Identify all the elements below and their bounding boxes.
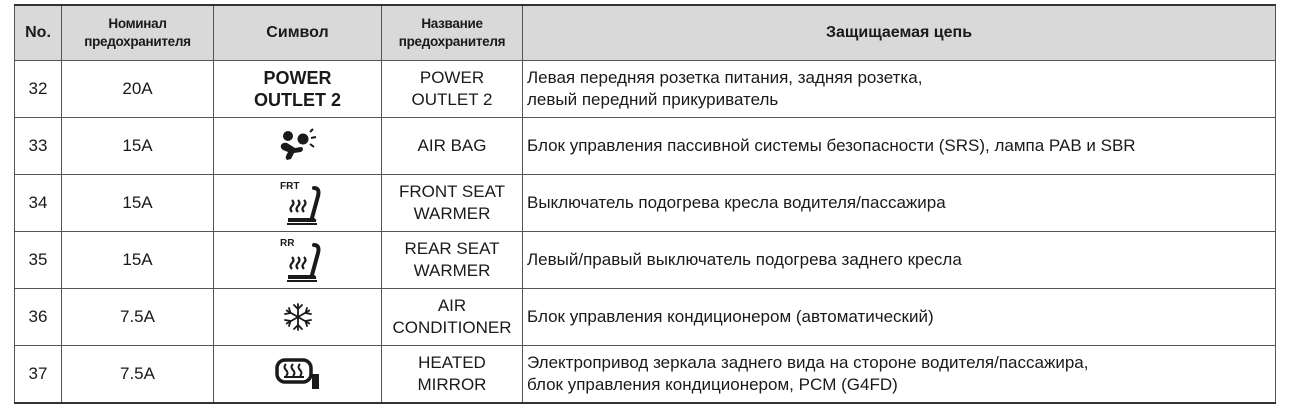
cell-no: 35 bbox=[15, 231, 62, 288]
header-symbol: Символ bbox=[214, 5, 382, 60]
cell-name bbox=[382, 174, 523, 231]
cell-symbol bbox=[214, 117, 382, 174]
cell-no: 32 bbox=[15, 60, 62, 117]
header-name-line2: предохранителя bbox=[398, 33, 506, 49]
table-row bbox=[15, 60, 1276, 117]
name-line1: POWER bbox=[419, 67, 485, 87]
cell-rating: 7.5A bbox=[62, 288, 214, 345]
cell-name bbox=[382, 231, 523, 288]
airbag-icon bbox=[277, 128, 319, 164]
circuit-line1: Электропривод зеркала заднего вида на стороне водителя/пассажира, bbox=[527, 352, 1089, 372]
rear-seat-label: RR bbox=[279, 237, 294, 249]
table-row bbox=[15, 288, 1276, 345]
header-rating-line2: предохранителя bbox=[84, 33, 191, 49]
name-line1: HEATED bbox=[418, 352, 486, 372]
name-line1: AIR BAG bbox=[417, 135, 487, 155]
name-line2: WARMER bbox=[413, 260, 491, 280]
cell-rating: 7.5A bbox=[62, 345, 214, 403]
snowflake-icon bbox=[283, 302, 313, 332]
cell-rating: 20A bbox=[62, 60, 214, 117]
cell-circuit bbox=[523, 288, 1276, 345]
cell-circuit bbox=[523, 174, 1276, 231]
name-line1: REAR SEAT bbox=[404, 238, 500, 258]
table-row bbox=[15, 345, 1276, 403]
header-name-line1: Название bbox=[421, 15, 483, 31]
symbol-line1: POWER bbox=[263, 67, 332, 88]
fuse-table-container bbox=[14, 4, 1275, 404]
cell-name bbox=[382, 60, 523, 117]
rear-seat-warmer-icon bbox=[270, 235, 326, 285]
header-no: No. bbox=[15, 5, 62, 60]
header-rating bbox=[62, 5, 214, 60]
circuit-line1: Левый/правый выключатель подогрева заднего кресла bbox=[527, 249, 962, 269]
header-circuit: Защищаемая цепь bbox=[523, 5, 1276, 60]
cell-name bbox=[382, 288, 523, 345]
cell-symbol bbox=[214, 60, 382, 117]
circuit-line1: Выключатель подогрева кресла водителя/пассажира bbox=[527, 192, 946, 212]
fuse-table bbox=[14, 4, 1276, 404]
cell-symbol bbox=[214, 174, 382, 231]
cell-circuit bbox=[523, 60, 1276, 117]
heated-mirror-icon bbox=[274, 357, 322, 391]
front-seat-label: FRT bbox=[279, 180, 299, 192]
cell-rating: 15A bbox=[62, 117, 214, 174]
cell-circuit bbox=[523, 345, 1276, 403]
cell-no: 37 bbox=[15, 345, 62, 403]
name-line2: WARMER bbox=[413, 203, 491, 223]
cell-symbol bbox=[214, 231, 382, 288]
table-row bbox=[15, 117, 1276, 174]
cell-no: 34 bbox=[15, 174, 62, 231]
cell-name bbox=[382, 117, 523, 174]
cell-no: 36 bbox=[15, 288, 62, 345]
table-row bbox=[15, 174, 1276, 231]
header-row bbox=[15, 5, 1276, 60]
name-line1: AIR bbox=[437, 295, 467, 315]
power-outlet-symbol-text bbox=[254, 67, 341, 111]
circuit-line2: левый передний прикуриватель bbox=[527, 89, 779, 109]
circuit-line1: Левая передняя розетка питания, задняя розетка, bbox=[527, 67, 923, 87]
cell-circuit bbox=[523, 117, 1276, 174]
name-line2: MIRROR bbox=[417, 374, 487, 394]
cell-rating: 15A bbox=[62, 231, 214, 288]
circuit-line1: Блок управления кондиционером (автоматический) bbox=[527, 306, 934, 326]
cell-circuit bbox=[523, 231, 1276, 288]
name-line1: FRONT SEAT bbox=[398, 181, 506, 201]
cell-symbol bbox=[214, 345, 382, 403]
front-seat-warmer-icon bbox=[270, 178, 326, 228]
symbol-line2: OUTLET 2 bbox=[253, 89, 341, 110]
cell-symbol bbox=[214, 288, 382, 345]
table-row bbox=[15, 231, 1276, 288]
cell-rating: 15A bbox=[62, 174, 214, 231]
circuit-line1: Блок управления пассивной системы безопасности (SRS), лампа PAB и SBR bbox=[527, 135, 1136, 155]
cell-name bbox=[382, 345, 523, 403]
name-line2: CONDITIONER bbox=[392, 317, 512, 337]
cell-no: 33 bbox=[15, 117, 62, 174]
header-rating-line1: Номинал bbox=[108, 15, 167, 31]
header-name bbox=[382, 5, 523, 60]
name-line2: OUTLET 2 bbox=[411, 89, 493, 109]
circuit-line2: блок управления кондиционером, PCM (G4FD) bbox=[527, 374, 898, 394]
